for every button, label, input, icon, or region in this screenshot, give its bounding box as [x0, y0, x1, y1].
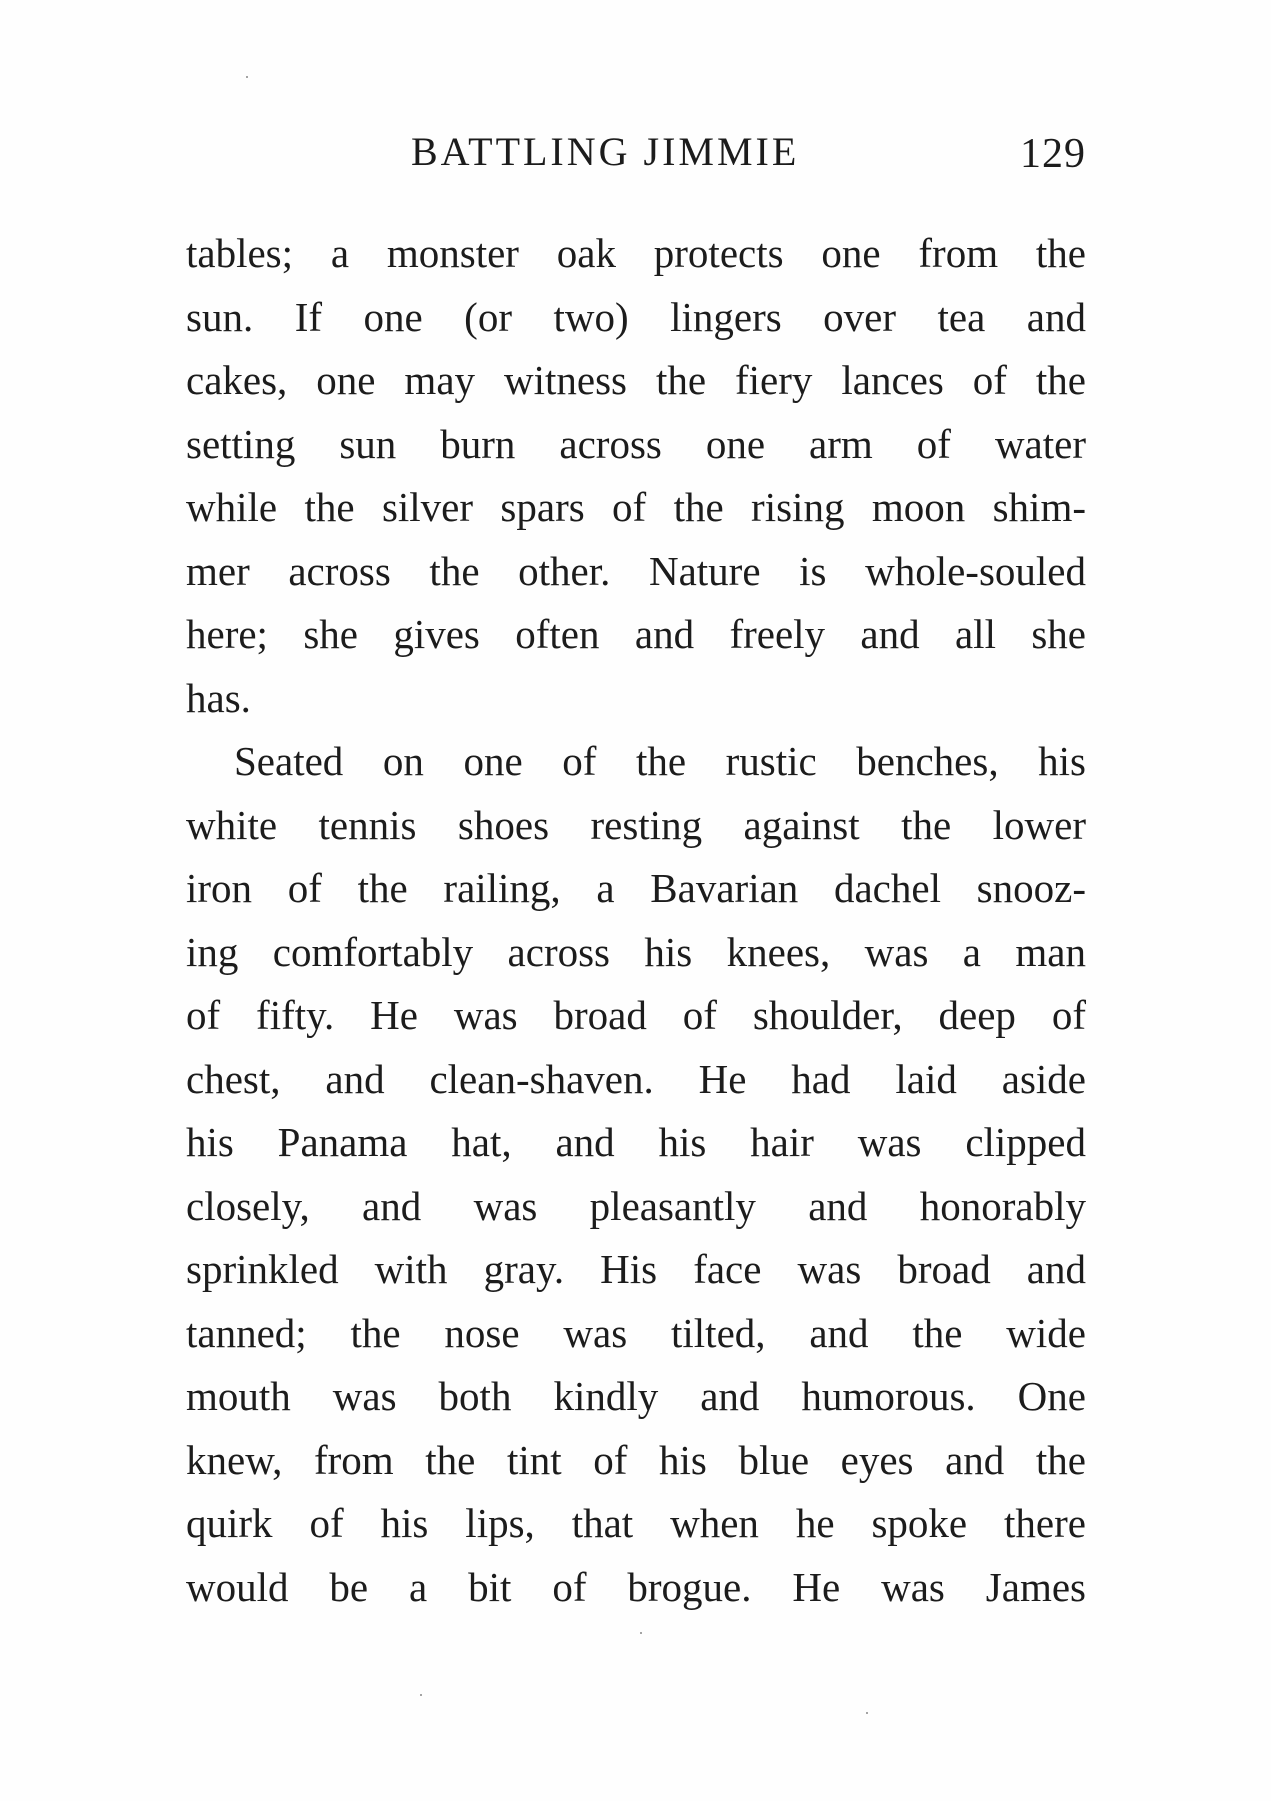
text-line: sun. If one (or two) lingers over tea and — [186, 293, 1086, 340]
text-line-paragraph-start: Seated on one of the rustic benches, his — [234, 738, 1086, 784]
scan-speck — [420, 1694, 422, 1696]
text-line-paragraph-end: has. — [186, 674, 251, 721]
scan-speck — [866, 1712, 868, 1714]
text-line: white tennis shoes resting against the lower — [186, 801, 1086, 848]
text-line: of fifty. He was broad of shoulder, deep of — [186, 992, 1086, 1038]
text-line: iron of the railing, a Bavarian dachel snooz- — [186, 865, 1086, 911]
text-line: closely, and was pleasantly and honorably — [186, 1182, 1086, 1229]
body-text — [186, 222, 1086, 1619]
text-line: his Panama hat, and his hair was clipped — [186, 1119, 1086, 1165]
text-line: cakes, one may witness the fiery lances of the — [186, 357, 1086, 403]
text-line: knew, from the tint of his blue eyes and the — [186, 1436, 1086, 1483]
text-line: setting sun burn across one arm of water — [186, 420, 1086, 467]
text-line: chest, and clean-shaven. He had laid aside — [186, 1055, 1086, 1102]
scan-speck — [640, 1632, 642, 1634]
running-head — [186, 128, 1086, 188]
text-line: tables; a monster oak protects one from the — [186, 230, 1086, 276]
text-line: while the silver spars of the rising moon shim- — [186, 484, 1086, 530]
page-number: 129 — [1020, 131, 1086, 177]
text-line: would be a bit of brogue. He was James — [186, 1563, 1086, 1610]
text-line: quirk of his lips, that when he spoke there — [186, 1500, 1086, 1546]
text-line: sprinkled with gray. His face was broad and — [186, 1246, 1086, 1292]
text-line: mer across the other. Nature is whole-souled — [186, 547, 1086, 594]
running-title: BATTLING JIMMIE — [411, 129, 800, 174]
text-line: tanned; the nose was tilted, and the wide — [186, 1309, 1086, 1356]
text-line: mouth was both kindly and humorous. One — [186, 1373, 1086, 1419]
text-line: here; she gives often and freely and all she — [186, 611, 1086, 657]
scan-speck — [246, 76, 248, 78]
text-line: ing comfortably across his knees, was a man — [186, 928, 1086, 975]
